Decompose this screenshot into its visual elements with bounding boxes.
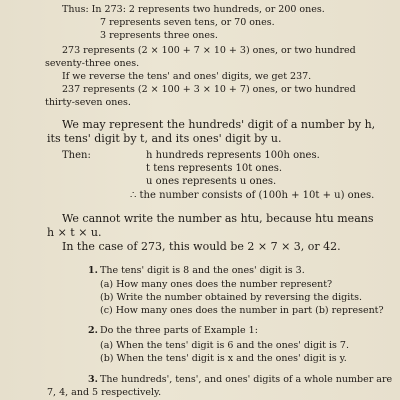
example-1b: (b) Write the number obtained by reversing the digits.: [100, 292, 362, 303]
para-237-b: thirty-seven ones.: [45, 97, 131, 108]
para-273-b: seventy-three ones.: [45, 58, 140, 69]
example-2-text: Do the three parts of Example 1:: [100, 325, 258, 336]
reverse-line: If we reverse the tens' and ones' digits, we get 237.: [62, 71, 312, 82]
example-3-text-b: 7, 4, and 5 respectively.: [47, 387, 162, 398]
example-3-text-a: The hundreds', tens', and ones' digits of a whole number are: [100, 374, 393, 385]
then-line-3: u ones represents u ones.: [146, 176, 277, 187]
example-2-number: 2.: [88, 325, 98, 336]
cannot-write-a: We cannot write the number as htu, because htu means: [62, 212, 374, 225]
thus-line-3: 3 represents three ones.: [100, 30, 218, 41]
then-line-2: t tens represents 10t ones.: [146, 163, 283, 174]
may-represent-b: its tens' digit by t, and its ones' digit by u.: [47, 132, 282, 145]
thus-line-2: 7 represents seven tens, or 70 ones.: [100, 17, 275, 28]
example-1a: (a) How many ones does the number represent?: [100, 279, 333, 290]
may-represent-a: We may represent the hundreds' digit of a number by h,: [62, 118, 376, 131]
example-2a: (a) When the tens' digit is 6 and the ones' digit is 7.: [100, 340, 349, 351]
example-1-text: The tens' digit is 8 and the ones' digit is 3.: [100, 265, 305, 276]
para-237-a: 237 represents (2 × 100 + 3 × 10 + 7) ones, or two hundred: [62, 84, 356, 95]
then-label: Then:: [62, 150, 91, 161]
example-1c: (c) How many ones does the number in part (b) represent?: [100, 305, 384, 316]
therefore-line: ∴ the number consists of (100h + 10t + u) ones.: [130, 190, 375, 201]
example-3-number: 3.: [88, 374, 98, 385]
example-1-number: 1.: [88, 265, 98, 276]
para-273-a: 273 represents (2 × 100 + 7 × 10 + 3) ones, or two hundred: [62, 45, 356, 56]
thus-intro: Thus: In 273: 2 represents two hundreds, or 200 ones.: [62, 4, 325, 15]
then-line-1: h hundreds represents 100h ones.: [146, 150, 320, 161]
example-2b: (b) When the tens' digit is x and the ones' digit is y.: [100, 353, 347, 364]
case-273: In the case of 273, this would be 2 × 7 × 3, or 42.: [62, 240, 341, 253]
cannot-write-b: h × t × u.: [47, 226, 102, 239]
